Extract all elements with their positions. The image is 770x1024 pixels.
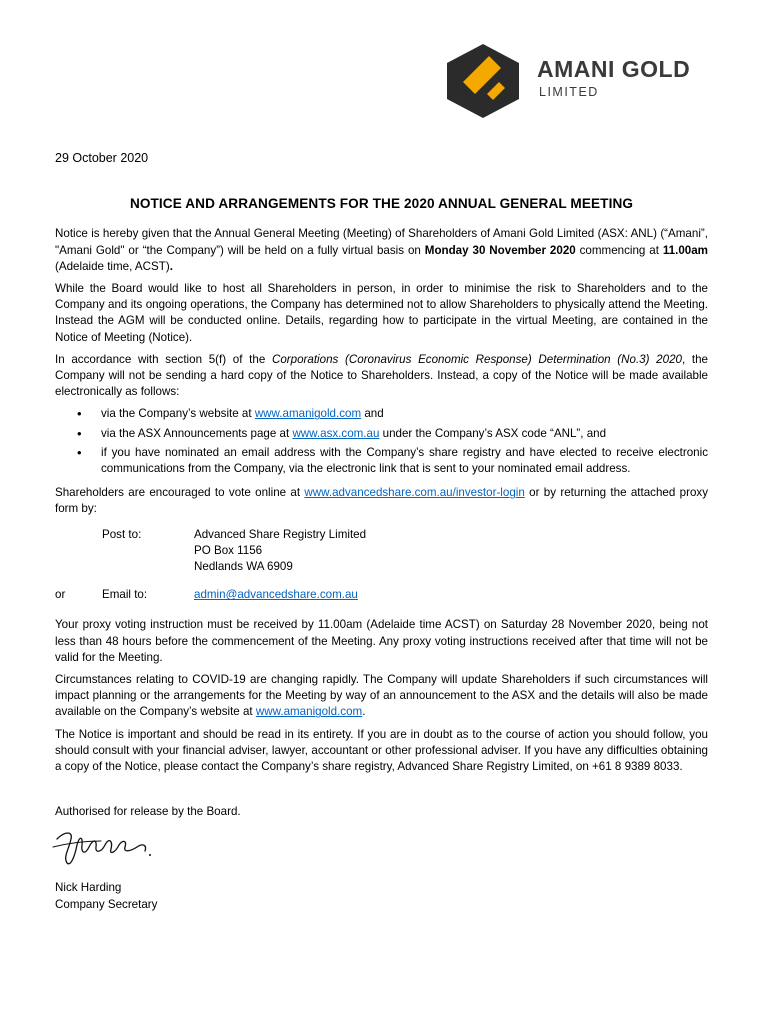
list-item — [55, 445, 708, 477]
document-title: NOTICE AND ARRANGEMENTS FOR THE 2020 ANNUAL GENERAL MEETING — [129, 196, 634, 212]
signature-image — [49, 825, 159, 871]
document-body — [55, 150, 708, 913]
address-line: Nedlands WA 6909 — [194, 560, 293, 574]
text: under the Company’s ASX code “ANL”, and — [379, 426, 607, 440]
text: . — [362, 705, 366, 719]
address-line: PO Box 1156 — [194, 543, 263, 557]
signatory-block — [55, 879, 708, 913]
text: and — [361, 407, 384, 421]
list-item — [55, 406, 708, 422]
asx-link[interactable]: www.asx.com.au — [292, 426, 380, 440]
paragraph-determination — [55, 352, 708, 401]
paragraph-notice — [55, 226, 708, 275]
registry-address — [55, 527, 708, 604]
text: Shareholders are encouraged to vote online at — [55, 486, 305, 500]
text: In accordance with section 5(f) of the — [55, 352, 272, 366]
meeting-time: 11.00am — [662, 243, 708, 257]
paragraph-board: While the Board would like to host all Shareholders in person, in order to minimise the risk to Shareholders and to the Company and its ongoing operations, the Company has determined not to allow Shareholders to physically attend the Meeting. Instead the AGM will be conducted online. Details, regarding how to participate in the virtual Meeting, are contained in the Notice of Meeting (Notice). — [55, 282, 708, 344]
document-date: 29 October 2020 — [55, 151, 149, 165]
text: , the Company will not be sending a hard copy of the Notice to Shareholders. Instead, a copy of the Notice will be made available electronically as follows: — [55, 352, 708, 399]
authorised-statement: Authorised for release by the Board. — [55, 805, 241, 819]
availability-list — [55, 406, 708, 477]
text: via the ASX Announcements page at — [101, 426, 293, 440]
text: . — [169, 259, 173, 273]
post-label: Post to: — [102, 527, 142, 541]
logo-subtitle: LIMITED — [539, 85, 599, 99]
list-item — [55, 426, 708, 442]
amanigold-link[interactable]: www.amanigold.com — [254, 407, 362, 421]
registry-email-link[interactable]: admin@advancedshare.com.au — [194, 588, 358, 602]
signatory-role: Company Secretary — [55, 897, 158, 911]
text: or by returning the attached proxy form by: — [55, 486, 708, 516]
email-label: Email to: — [102, 588, 148, 602]
text: if you have nominated an email address with the Company’s share registry and have elected to receive electronic communications from the Company, via the electronic link that is sent to your nominated email address. — [101, 445, 708, 476]
meeting-date: Monday 30 November 2020 — [424, 243, 576, 257]
paragraph-vote-online — [55, 485, 708, 517]
or-label: or — [55, 588, 66, 602]
text: Notice is hereby given that the Annual General Meeting (Meeting) of Shareholders of Amani Gold Limited (ASX: ANL) (“Amani”, "Amani Gold" or “the Company”) will be held on a fully virtual basis on — [55, 227, 708, 257]
company-logo — [443, 42, 713, 120]
paragraph-important: The Notice is important and should be read in its entirety. If you are in doubt as to the course of action you should follow, you should consult with your financial adviser, lawyer, accountant or other professional adviser. If you have any difficulties obtaining a copy of the Notice, please contact the Company’s share registry, Advanced Share Registry Limited, on +61 8 9389 8033. — [55, 727, 708, 774]
text: commencing at — [575, 243, 663, 257]
address-line: Advanced Share Registry Limited — [194, 527, 367, 541]
text: (Adelaide time, ACST) — [55, 259, 170, 273]
investor-login-link[interactable]: www.advancedshare.com.au/investor-login — [304, 486, 525, 500]
logo-name: AMANI GOLD — [537, 56, 691, 82]
paragraph-covid — [55, 672, 708, 721]
text: via the Company’s website at — [101, 407, 255, 421]
amanigold-link[interactable]: www.amanigold.com — [255, 705, 363, 719]
paragraph-proxy-deadline: Your proxy voting instruction must be received by 11.00am (Adelaide time ACST) on Saturday 28 November 2020, being not less than 48 hours before the commencement of the Meeting. Any proxy voting instructions received after that time will not be valid for the Meeting. — [55, 618, 708, 664]
determination-title: Corporations (Coronavirus Economic Response) Determination (No.3) 2020 — [271, 352, 682, 366]
hexagon-logo-icon — [443, 42, 523, 120]
text: Circumstances relating to COVID-19 are changing rapidly. The Company will update Shareholders if such circumstances will impact planning or the arrangements for the Meeting by way of an announcement to the ASX and the details will also be made available on the Company’s website at — [55, 673, 708, 719]
signatory-name: Nick Harding — [55, 880, 122, 894]
